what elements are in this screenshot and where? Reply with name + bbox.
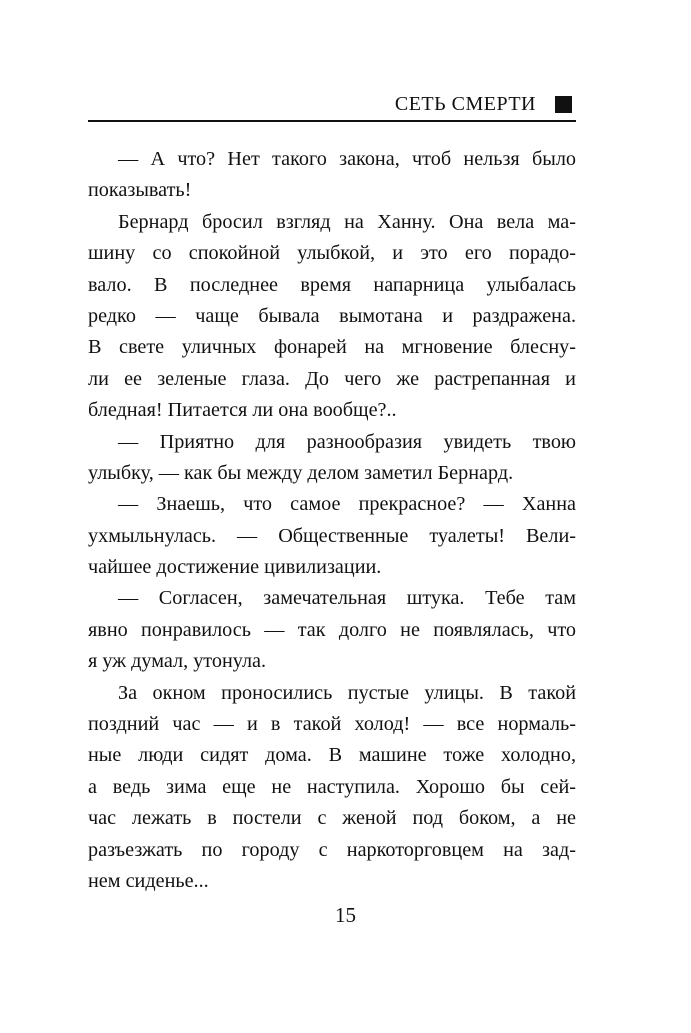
text-line: В свете уличных фонарей на мгновение блесну- [88,336,576,359]
page-body-text [88,144,576,897]
text-line: шину со спокойной улыбкой, и это его порадо- [88,242,576,265]
text-line: За окном проносились пустые улицы. В такой [118,681,576,704]
page-number: 15 [335,903,356,927]
text-line: показывать! [88,179,192,202]
text-line: бледная! Питается ли она вообще?.. [88,399,397,422]
text-line: поздний час — и в такой холод! — все нормаль- [88,713,576,736]
text-line: редко — чаще бывала вымотана и раздражена. [88,304,576,327]
text-line: разъезжать по городу с наркоторговцем на зад- [88,838,576,861]
text-line: нем сиденье... [88,869,209,892]
text-line: я уж думал, утонула. [88,650,267,673]
square-ornament-icon [555,96,572,113]
text-line: ли ее зеленые глаза. До чего же растрепанная и [88,367,576,390]
text-line: Бернард бросил взгляд на Ханну. Она вела ма- [118,210,576,233]
text-line: — А что? Нет такого закона, чтоб нельзя было [118,148,576,170]
running-title: СЕТЬ СМЕРТИ [394,93,536,115]
text-line: явно понравилось — так долго не появлялась, что [88,618,576,641]
text-line: улыбку, — как бы между делом заметил Бернард. [88,461,514,484]
text-line: а ведь зима еще не наступила. Хорошо бы сей- [88,775,576,798]
text-line: час лежать в постели с женой под боком, а не [88,807,576,830]
running-header [88,88,576,122]
text-line: вало. В последнее время напарница улыбалась [88,273,576,296]
text-line: — Знаешь, что самое прекрасное? — Ханна [118,493,576,516]
text-line: — Согласен, замечательная штука. Тебе там [118,587,576,610]
text-line: чайшее достижение цивилизации. [88,556,382,579]
text-line: ные люди сидят дома. В машине тоже холодно, [88,744,576,767]
text-line: — Приятно для разнообразия увидеть твою [118,430,576,453]
text-line: ухмыльнулась. — Общественные туалеты! Вели- [88,524,576,547]
